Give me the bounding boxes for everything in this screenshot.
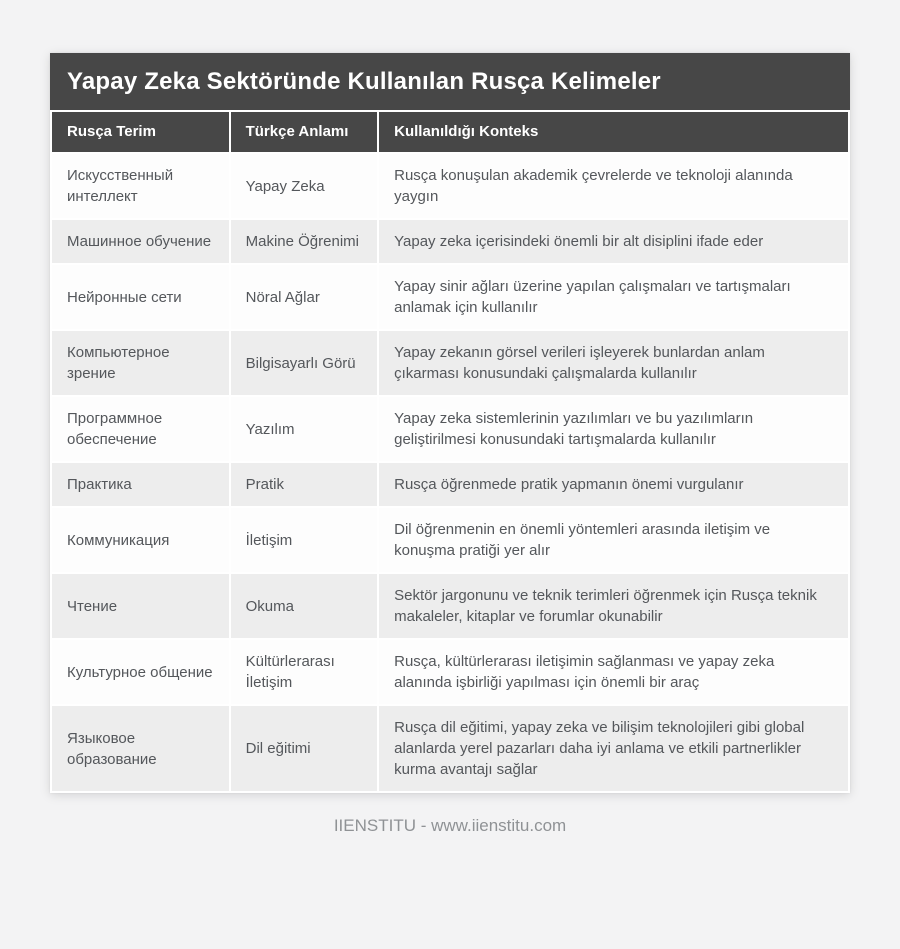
russian-term-cell: Практика xyxy=(52,463,229,506)
russian-term-cell: Программное обеспечение xyxy=(52,397,229,461)
page-title: Yapay Zeka Sektöründe Kullanılan Rusça Kelimeler xyxy=(67,67,661,95)
table-row xyxy=(52,397,848,461)
turkish-meaning-cell: Yazılım xyxy=(231,397,378,461)
context-cell: Rusça dil eğitimi, yapay zeka ve bilişim teknolojileri gibi global alanlarda yerel pazarları daha iyi anlama ve etkili partnerlikler kurma avantajı sağlar xyxy=(379,706,848,791)
russian-term-cell: Коммуникация xyxy=(52,508,229,572)
context-cell: Dil öğrenmenin en önemli yöntemleri arasında iletişim ve konuşma pratiği yer alır xyxy=(379,508,848,572)
russian-term-cell: Искусственный интеллект xyxy=(52,154,229,218)
turkish-meaning-cell: Bilgisayarlı Görü xyxy=(231,331,378,395)
turkish-meaning-cell: Kültürlerarası İletişim xyxy=(231,640,378,704)
table-row xyxy=(52,154,848,218)
russian-term-cell: Культурное общение xyxy=(52,640,229,704)
vocabulary-card xyxy=(50,53,850,793)
context-cell: Rusça öğrenmede pratik yapmanın önemi vurgulanır xyxy=(379,463,848,506)
table-row xyxy=(52,508,848,572)
table-row xyxy=(52,706,848,791)
footer-credit: IIENSTITU - www.iienstitu.com xyxy=(333,816,567,835)
russian-term-cell: Компьютерное зрение xyxy=(52,331,229,395)
context-cell: Yapay zeka sistemlerinin yazılımları ve bu yazılımların geliştirilmesi konusundaki tartışmalarda kullanılır xyxy=(379,397,848,461)
context-cell: Yapay zeka içerisindeki önemli bir alt disiplini ifade eder xyxy=(379,220,848,263)
turkish-meaning-cell: Dil eğitimi xyxy=(231,706,378,791)
table-row xyxy=(52,220,848,263)
context-cell: Rusça, kültürlerarası iletişimin sağlanması ve yapay zeka alanında işbirliği yapılması için önemli bir araç xyxy=(379,640,848,704)
context-cell: Sektör jargonunu ve teknik terimleri öğrenmek için Rusça teknik makaleler, kitaplar ve forumlar okunabilir xyxy=(379,574,848,638)
turkish-meaning-cell: İletişim xyxy=(231,508,378,572)
context-cell: Rusça konuşulan akademik çevrelerde ve teknoloji alanında yaygın xyxy=(379,154,848,218)
table-row xyxy=(52,574,848,638)
vocabulary-table xyxy=(50,110,850,793)
turkish-meaning-cell: Yapay Zeka xyxy=(231,154,378,218)
turkish-meaning-cell: Okuma xyxy=(231,574,378,638)
turkish-meaning-cell: Makine Öğrenimi xyxy=(231,220,378,263)
context-cell: Yapay zekanın görsel verileri işleyerek bunlardan anlam çıkarması konusundaki çalışmalarda kullanılır xyxy=(379,331,848,395)
table-row xyxy=(52,265,848,329)
table-row xyxy=(52,640,848,704)
table-row xyxy=(52,463,848,506)
table-header-row xyxy=(52,112,848,152)
table-row xyxy=(52,331,848,395)
russian-term-cell: Нейронные сети xyxy=(52,265,229,329)
column-header-turkish-meaning: Türkçe Anlamı xyxy=(231,112,378,152)
column-header-usage-context: Kullanıldığı Konteks xyxy=(379,112,848,152)
turkish-meaning-cell: Pratik xyxy=(231,463,378,506)
russian-term-cell: Машинное обучение xyxy=(52,220,229,263)
russian-term-cell: Чтение xyxy=(52,574,229,638)
turkish-meaning-cell: Nöral Ağlar xyxy=(231,265,378,329)
column-header-russian-term: Rusça Terim xyxy=(52,112,229,152)
title-bar xyxy=(50,53,850,110)
context-cell: Yapay sinir ağları üzerine yapılan çalışmaları ve tartışmaları anlamak için kullanılır xyxy=(379,265,848,329)
russian-term-cell: Языковое образование xyxy=(52,706,229,791)
